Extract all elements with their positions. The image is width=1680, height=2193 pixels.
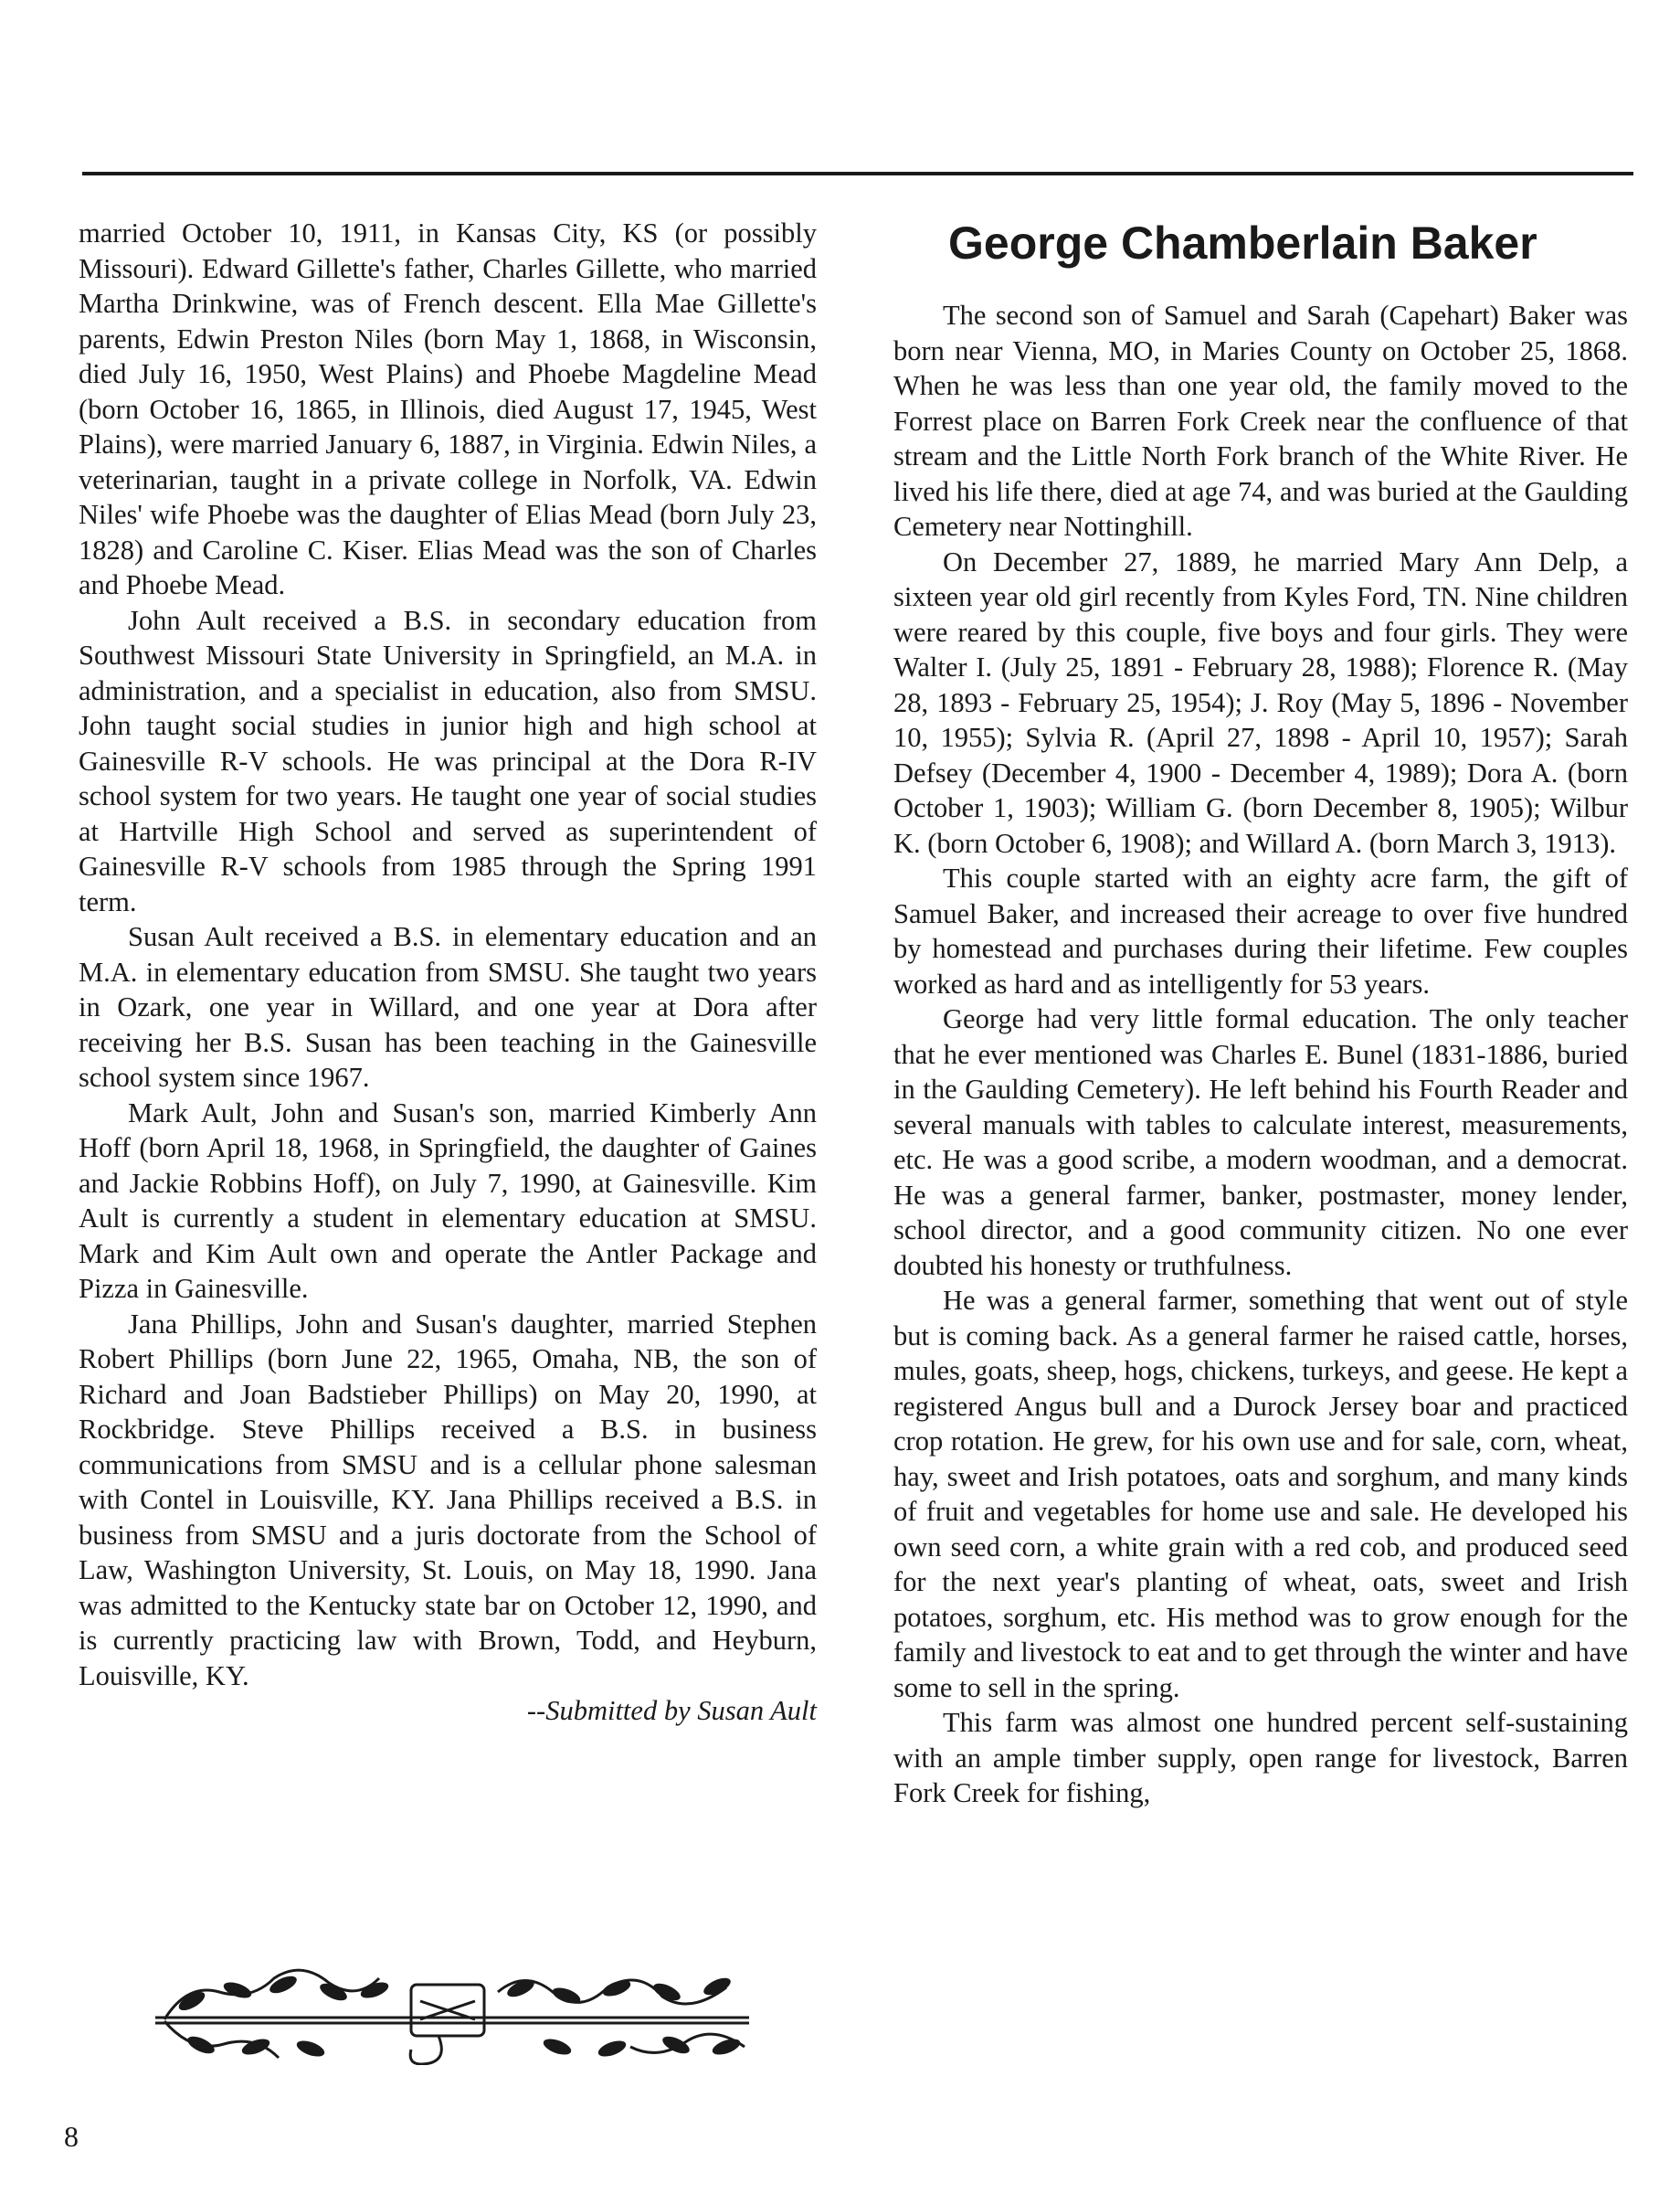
left-paragraph-1: married October 10, 1911, in Kansas City, KS (or possibly Missouri). Edward Gillette's father, Charles Gillette, who married Martha Drinkwine, was of French descent. Ella Mae Gillette's parents, Edwin Preston Niles (born May 1, 1868, in Wisconsin, died July 16, 1950, West Plains) and Phoebe Magdeline Mead (born October 16, 1865, in Illinois, died August 17, 1945, West Plains), were married January 6, 1887, in Virginia. Edwin Niles, a veterinarian, taught in a private college in Norfolk, VA. Edwin Niles' wife Phoebe was the daughter of Elias Mead (born July 23, 1828) and Caroline C. Kiser. Elias Mead was the son of Charles and Phoebe Mead. [79,217,817,600]
submitted-by-signature: --Submitted by Susan Ault [526,1695,817,1726]
top-rule [82,172,1633,175]
left-column [79,216,817,1729]
right-paragraph-1: The second son of Samuel and Sarah (Capehart) Baker was born near Vienna, MO, in Maries County on October 25, 1868. When he was less than one year old, the family moved to the Forrest place on Barren Fork Creek near the confluence of that stream and the Little North Fork branch of the White River. He lived his life there, died at age 74, and was buried at the Gaulding Cemetery near Nottinghill. [893,300,1628,542]
right-paragraph-4: George had very little formal education. The only teacher that he ever mentioned was Charles E. Bunel (1831-1886, buried in the Gaulding Cemetery). He left behind his Fourth Reader and several manuals with tables to calculate interest, measurements, etc. He was a good scribe, a modern woodman, and a democrat. He was a general farmer, banker, postmaster, money lender, school director, and a good community citizen. No one ever doubted his honesty or truthfulness. [893,1003,1628,1281]
right-paragraph-5: He was a general farmer, something that went out of style but is coming back. As a general farmer he raised cattle, horses, mules, goats, sheep, hogs, chickens, turkeys, and geese. He kept a registered Angus bull and a Durock Jersey boar and practiced crop rotation. He grew, for his own use and for sale, corn, wheat, hay, sweet and Irish potatoes, oats and sorghum, and many kinds of fruit and vegetables for home use and sale. He developed his own seed corn, a white grain with a red cob, and produced seed for the next year's planting of wheat, oats, sweet and Irish potatoes, sorghum, etc. His method was to grow enough for the family and livestock to eat and to get through the winter and have some to sell in the spring. [893,1285,1628,1703]
right-paragraph-3: This couple started with an eighty acre farm, the gift of Samuel Baker, and increased their acreage to over five hundred by homestead and purchases during their lifetime. Few couples worked as hard and as intelligently for 53 years. [893,863,1628,1000]
page-number: 8 [64,2120,79,2153]
article-heading: George Chamberlain Baker [948,217,1537,269]
right-column [893,298,1628,1811]
right-paragraph-6: This farm was almost one hundred percent self-sustaining with an ample timber supply, open range for livestock, Barren Fork Creek for fishing, [893,1707,1628,1808]
left-paragraph-2: John Ault received a B.S. in secondary education from Southwest Missouri State University in Springfield, an M.A. in administration, and a specialist in education, also from SMSU. John taught social studies in junior high and high school at Gainesville R-V schools. He was principal at the Dora R-IV school system for two years. He taught one year of social studies at Hartville High School and served as superintendent of Gainesville R-V schools from 1985 through the Spring 1991 term. [79,604,817,917]
left-paragraph-5: Jana Phillips, John and Susan's daughter, married Stephen Robert Phillips (born June 22, 1965, Omaha, NB, the son of Richard and Joan Badstieber Phillips) on May 20, 1990, at Rockbridge. Steve Phillips received a B.S. in business communications from SMSU and is a cellular phone salesman with Contel in Louisville, KY. Jana Phillips received a B.S. in business from SMSU and a juris doctorate from the School of Law, Washington University, St. Louis, on May 18, 1990. Jana was admitted to the Kentucky state bar on October 12, 1990, and is currently practicing law with Brown, Todd, and Heyburn, Louisville, KY. [79,1308,817,1691]
left-paragraph-3: Susan Ault received a B.S. in elementary education and an M.A. in elementary education from SMSU. She taught two years in Ozark, one year in Willard, and one year at Dora after receiving her B.S. Susan has been teaching in the Gainesville school system since 1967. [79,921,817,1093]
laurel-ornament-icon [137,1965,767,2065]
right-paragraph-2: On December 27, 1889, he married Mary Ann Delp, a sixteen year old girl recently from Kyles Ford, TN. Nine children were reared by this couple, five boys and four girls. They were Walter I. (July 25, 1891 - February 28, 1988); Florence R. (May 28, 1893 - February 25, 1954); J. Roy (May 5, 1896 - November 10, 1955); Sylvia R. (April 27, 1898 - April 10, 1957); Sarah Defsey (December 4, 1900 - December 4, 1989); Dora A. (born October 1, 1903); William G. (born December 8, 1905); Wilbur K. (born October 6, 1908); and Willard A. (born March 3, 1913). [893,546,1628,859]
left-paragraph-4: Mark Ault, John and Susan's son, married Kimberly Ann Hoff (born April 18, 1968, in Springfield, the daughter of Gaines and Jackie Robbins Hoff), on July 7, 1990, at Gainesville. Kim Ault is currently a student in elementary education at SMSU. Mark and Kim Ault own and operate the Antler Package and Pizza in Gainesville. [79,1096,817,1304]
